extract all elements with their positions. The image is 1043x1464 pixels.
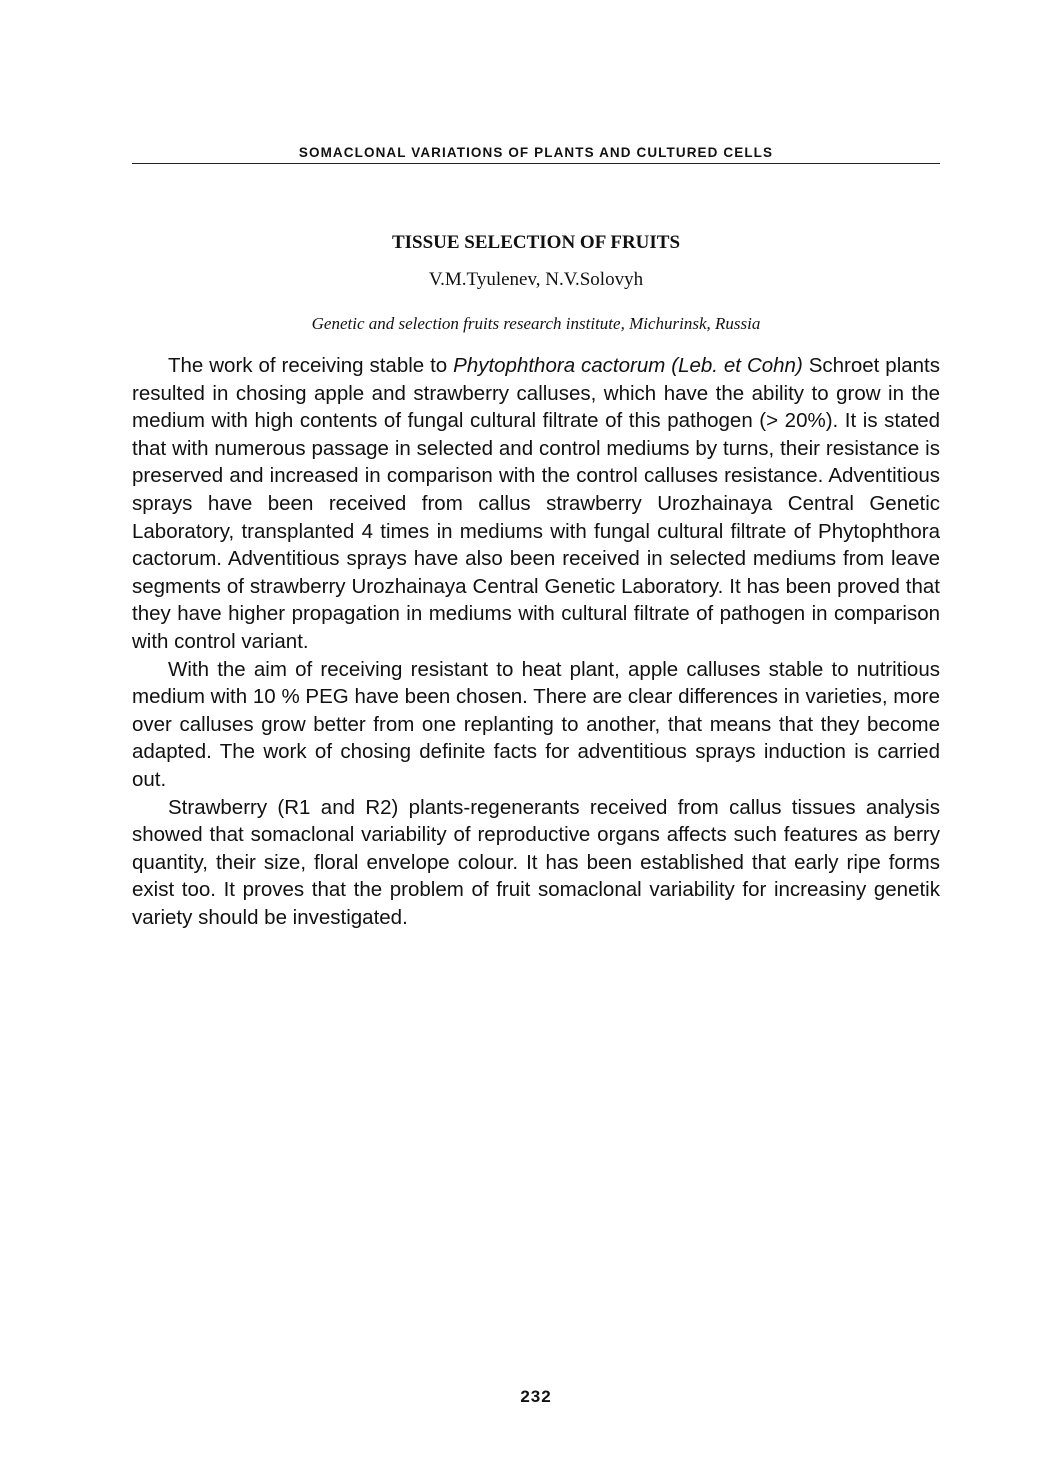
paragraph-2: With the aim of receiving resistant to heat plant, apple calluses stable to nutritious medium with 10 % PEG have been chosen. There are clear differences in varieties, more over calluses grow better from one replanting to another, that means that they become adapted. The work of chosing definite facts for adventitious sprays induction is carried out. <box>132 657 940 791</box>
running-head: SOMACLONAL VARIATIONS OF PLANTS AND CULTURED CELLS <box>298 145 774 160</box>
species-name: Phytophthora cactorum (Leb. et Cohn) <box>453 354 803 377</box>
article-authors: V.M.Tyulenev, N.V.Solovyh <box>428 269 644 290</box>
article-title: TISSUE SELECTION OF FRUITS <box>391 232 681 253</box>
author-affiliation: Genetic and selection fruits research institute, Michurinsk, Russia <box>311 314 761 333</box>
paragraph-1-rest: Schroet plants resulted in chosing apple and strawberry calluses, which have the ability to grow in the medium with high contents of fungal cultural filtrate of this pathogen (> 20%). It is stated that with numerous passage in selected and control mediums by turns, their resistance is preserved and increased in comparison with the control calluses resistance. Adventitious sprays have been received from callus strawberry Urozhainaya Central Genetic Laboratory, transplanted 4 times in mediums with fungal cultural filtrate of Phytophthora cactorum. Adventitious sprays have also been received in selected mediums from leave segments of strawberry Urozhainaya Central Genetic Laboratory. It has been proved that they have higher propagation in mediums with cultural filtrate of pathogen in comparison with control variant. <box>132 354 940 653</box>
paragraph-3: Strawberry (R1 and R2) plants-regenerants received from callus tissues analysis showed that somaclonal variability of reproductive organs affects such features as berry quantity, their size, floral envelope colour. It has been established that early ripe forms exist too. It proves that the problem of fruit somaclonal variability for increasiny genetik variety should be investigated. <box>132 795 940 929</box>
abstract-body <box>132 352 940 931</box>
paragraph-1-lead: The work of receiving stable to <box>168 354 454 377</box>
paragraph-1 <box>132 352 940 656</box>
page-number: 232 <box>520 1387 552 1406</box>
header-rule <box>132 163 940 164</box>
